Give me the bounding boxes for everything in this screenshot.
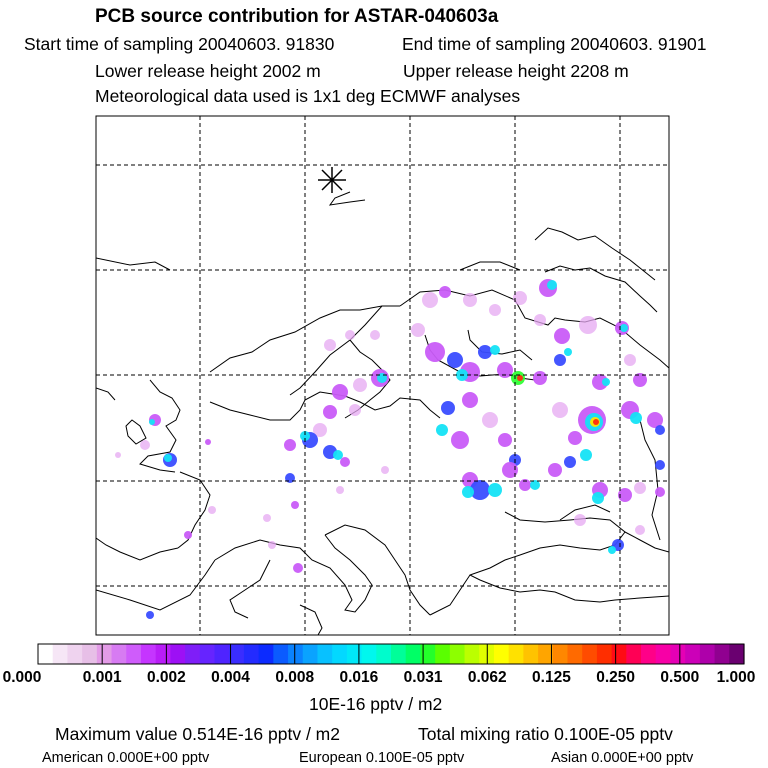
colorbar-cell xyxy=(494,644,509,664)
colorbar-cell xyxy=(53,644,68,664)
colorbar-cell xyxy=(700,644,715,664)
colorbar-cell xyxy=(641,644,656,664)
colorbar-cell xyxy=(509,644,524,664)
colorbar-tick-label: 0.016 xyxy=(339,669,379,686)
colorbar-cell xyxy=(332,644,347,664)
colorbar-tick-label: 0.125 xyxy=(532,669,571,686)
colorbar-cell xyxy=(200,644,215,664)
colorbar-cell xyxy=(406,644,421,664)
colorbar-unit: 10E-16 pptv / m2 xyxy=(309,694,443,714)
colorbar-cell xyxy=(656,644,671,664)
colorbar-cell xyxy=(259,644,274,664)
colorbar-cell xyxy=(612,644,627,664)
colorbar-cell xyxy=(347,644,362,664)
colorbar-cell xyxy=(170,644,185,664)
colorbar-cell xyxy=(715,644,730,664)
colorbar-cell xyxy=(112,644,127,664)
colorbar-tick-label: 0.001 xyxy=(82,669,122,686)
colorbar-cell xyxy=(244,644,259,664)
colorbar-cell xyxy=(435,644,450,664)
colorbar-cell xyxy=(141,644,156,664)
european-contribution: European 0.100E-05 pptv xyxy=(299,750,465,766)
lower-release-label: Lower release height 2002 m xyxy=(95,61,321,81)
colorbar-cell xyxy=(82,644,97,664)
colorbar-tick-label: 1.000 xyxy=(716,669,756,686)
colorbar-cell xyxy=(670,644,685,664)
upper-release-label: Upper release height 2208 m xyxy=(403,61,629,81)
end-time-label: End time of sampling 20040603. 91901 xyxy=(402,34,707,54)
colorbar-cell xyxy=(362,644,377,664)
colorbar-cell xyxy=(273,644,288,664)
colorbar-cell xyxy=(568,644,583,664)
colorbar-cell xyxy=(685,644,700,664)
colorbar-cell xyxy=(317,644,332,664)
colorbar-cell xyxy=(523,644,538,664)
colorbar-cell xyxy=(156,644,171,664)
colorbar-tick-label: 0.004 xyxy=(211,669,250,686)
asian-contribution: Asian 0.000E+00 pptv xyxy=(551,750,694,766)
colorbar-cell xyxy=(597,644,612,664)
plot-title: PCB source contribution for ASTAR-040603a xyxy=(95,6,499,27)
meteo-label: Meteorological data used is 1x1 deg ECMWF analyses xyxy=(95,86,521,106)
colorbar-tick-label: 0.031 xyxy=(403,669,443,686)
colorbar-cell xyxy=(303,644,318,664)
start-time-label: Start time of sampling 20040603. 91830 xyxy=(24,34,335,54)
colorbar-tick-label: 0.500 xyxy=(660,669,700,686)
colorbar-cell xyxy=(215,644,230,664)
colorbar-cell xyxy=(288,644,303,664)
colorbar-tick-label: 0.002 xyxy=(146,669,186,686)
total-mixing-ratio: Total mixing ratio 0.100E-05 pptv xyxy=(418,724,673,744)
colorbar-tick-label: 0.062 xyxy=(467,669,507,686)
maximum-value: Maximum value 0.514E-16 pptv / m2 xyxy=(55,724,340,744)
colorbar-cell xyxy=(465,644,480,664)
colorbar-cell xyxy=(67,644,82,664)
colorbar-cell xyxy=(391,644,406,664)
colorbar-cell xyxy=(38,644,53,664)
colorbar-cell xyxy=(126,644,141,664)
colorbar-cell xyxy=(626,644,641,664)
colorbar-cell xyxy=(729,644,744,664)
colorbar-tick-label: 0.250 xyxy=(596,669,636,686)
colorbar-cell xyxy=(582,644,597,664)
colorbar-cell xyxy=(553,644,568,664)
colorbar-cell xyxy=(450,644,465,664)
colorbar-cell xyxy=(376,644,391,664)
colorbar-tick-label: 0.008 xyxy=(275,669,315,686)
colorbar-cell xyxy=(97,644,112,664)
colorbar-tick-label: 0.000 xyxy=(2,669,42,686)
colorbar-cell xyxy=(229,644,244,664)
colorbar-cell xyxy=(185,644,200,664)
american-contribution: American 0.000E+00 pptv xyxy=(42,750,210,766)
